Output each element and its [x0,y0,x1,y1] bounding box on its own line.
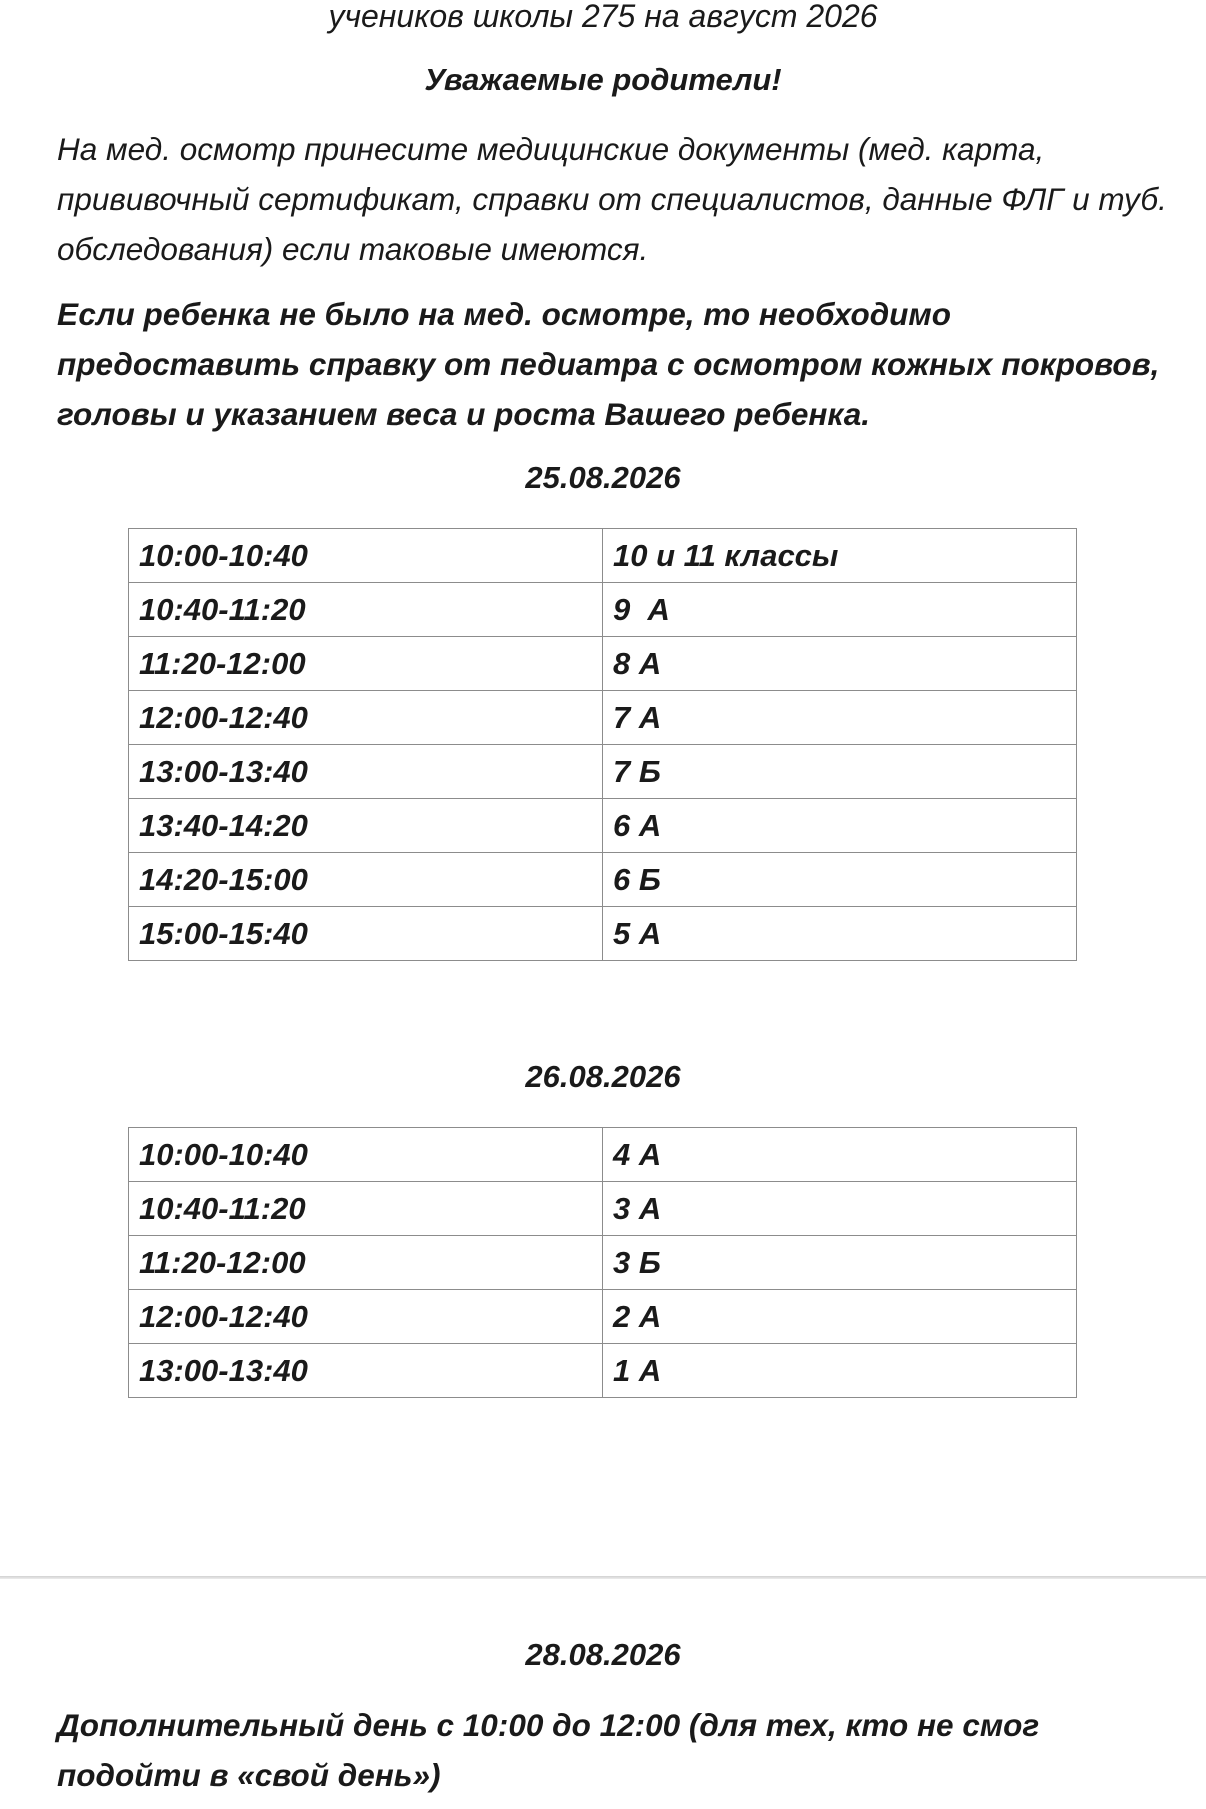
documents-notice: На мед. осмотр принесите медицинские документы (мед. карта, прививочный сертификат, справки от специалистов, данные ФЛГ и туб. обследования) если таковые имеются. [57,131,1167,267]
day1-schedule-table [128,528,1077,961]
time-cell: 13:00-13:40 [129,745,603,799]
table-row [129,1290,1077,1344]
table-row [129,691,1077,745]
absence-notice: Если ребенка не было на мед. осмотре, то необходимо предоставить справку от педиатра с осмотром кожных покровов, головы и указанием веса и роста Вашего ребенка. [57,296,1160,432]
class-cell: 6 А [603,799,1077,853]
table-row [129,583,1077,637]
table-row [129,799,1077,853]
class-cell: 10 и 11 классы [603,529,1077,583]
greeting: Уважаемые родители! [424,62,782,97]
time-cell: 12:00-12:40 [129,1290,603,1344]
class-cell: 8 А [603,637,1077,691]
time-cell: 11:20-12:00 [129,1236,603,1290]
page-break-divider [0,1576,1206,1579]
time-cell: 15:00-15:40 [129,907,603,961]
day3-date-heading: 28.08.2026 [525,1637,681,1672]
class-cell: 6 Б [603,853,1077,907]
table-row [129,745,1077,799]
time-cell: 14:20-15:00 [129,853,603,907]
table-row [129,1128,1077,1182]
table-row [129,1344,1077,1398]
day2-schedule-table [128,1127,1077,1398]
time-cell: 10:40-11:20 [129,583,603,637]
time-cell: 10:00-10:40 [129,1128,603,1182]
table-row [129,853,1077,907]
table-row [129,907,1077,961]
table-row [129,637,1077,691]
class-cell: 9 А [603,583,1077,637]
class-cell: 2 А [603,1290,1077,1344]
time-cell: 13:40-14:20 [129,799,603,853]
class-cell: 1 А [603,1344,1077,1398]
class-cell: 4 А [603,1128,1077,1182]
document-title: учеников школы 275 на август 2026 [328,0,878,34]
day2-date-heading: 26.08.2026 [525,1059,681,1094]
day1-date-heading: 25.08.2026 [525,460,681,495]
time-cell: 13:00-13:40 [129,1344,603,1398]
class-cell: 5 А [603,907,1077,961]
class-cell: 3 А [603,1182,1077,1236]
class-cell: 3 Б [603,1236,1077,1290]
extra-day-notice: Дополнительный день с 10:00 до 12:00 (для тех, кто не смог подойти в «свой день») [57,1707,1040,1793]
class-cell: 7 Б [603,745,1077,799]
time-cell: 11:20-12:00 [129,637,603,691]
table-row [129,1236,1077,1290]
time-cell: 10:00-10:40 [129,529,603,583]
table-row [129,529,1077,583]
time-cell: 10:40-11:20 [129,1182,603,1236]
table-row [129,1182,1077,1236]
class-cell: 7 А [603,691,1077,745]
time-cell: 12:00-12:40 [129,691,603,745]
